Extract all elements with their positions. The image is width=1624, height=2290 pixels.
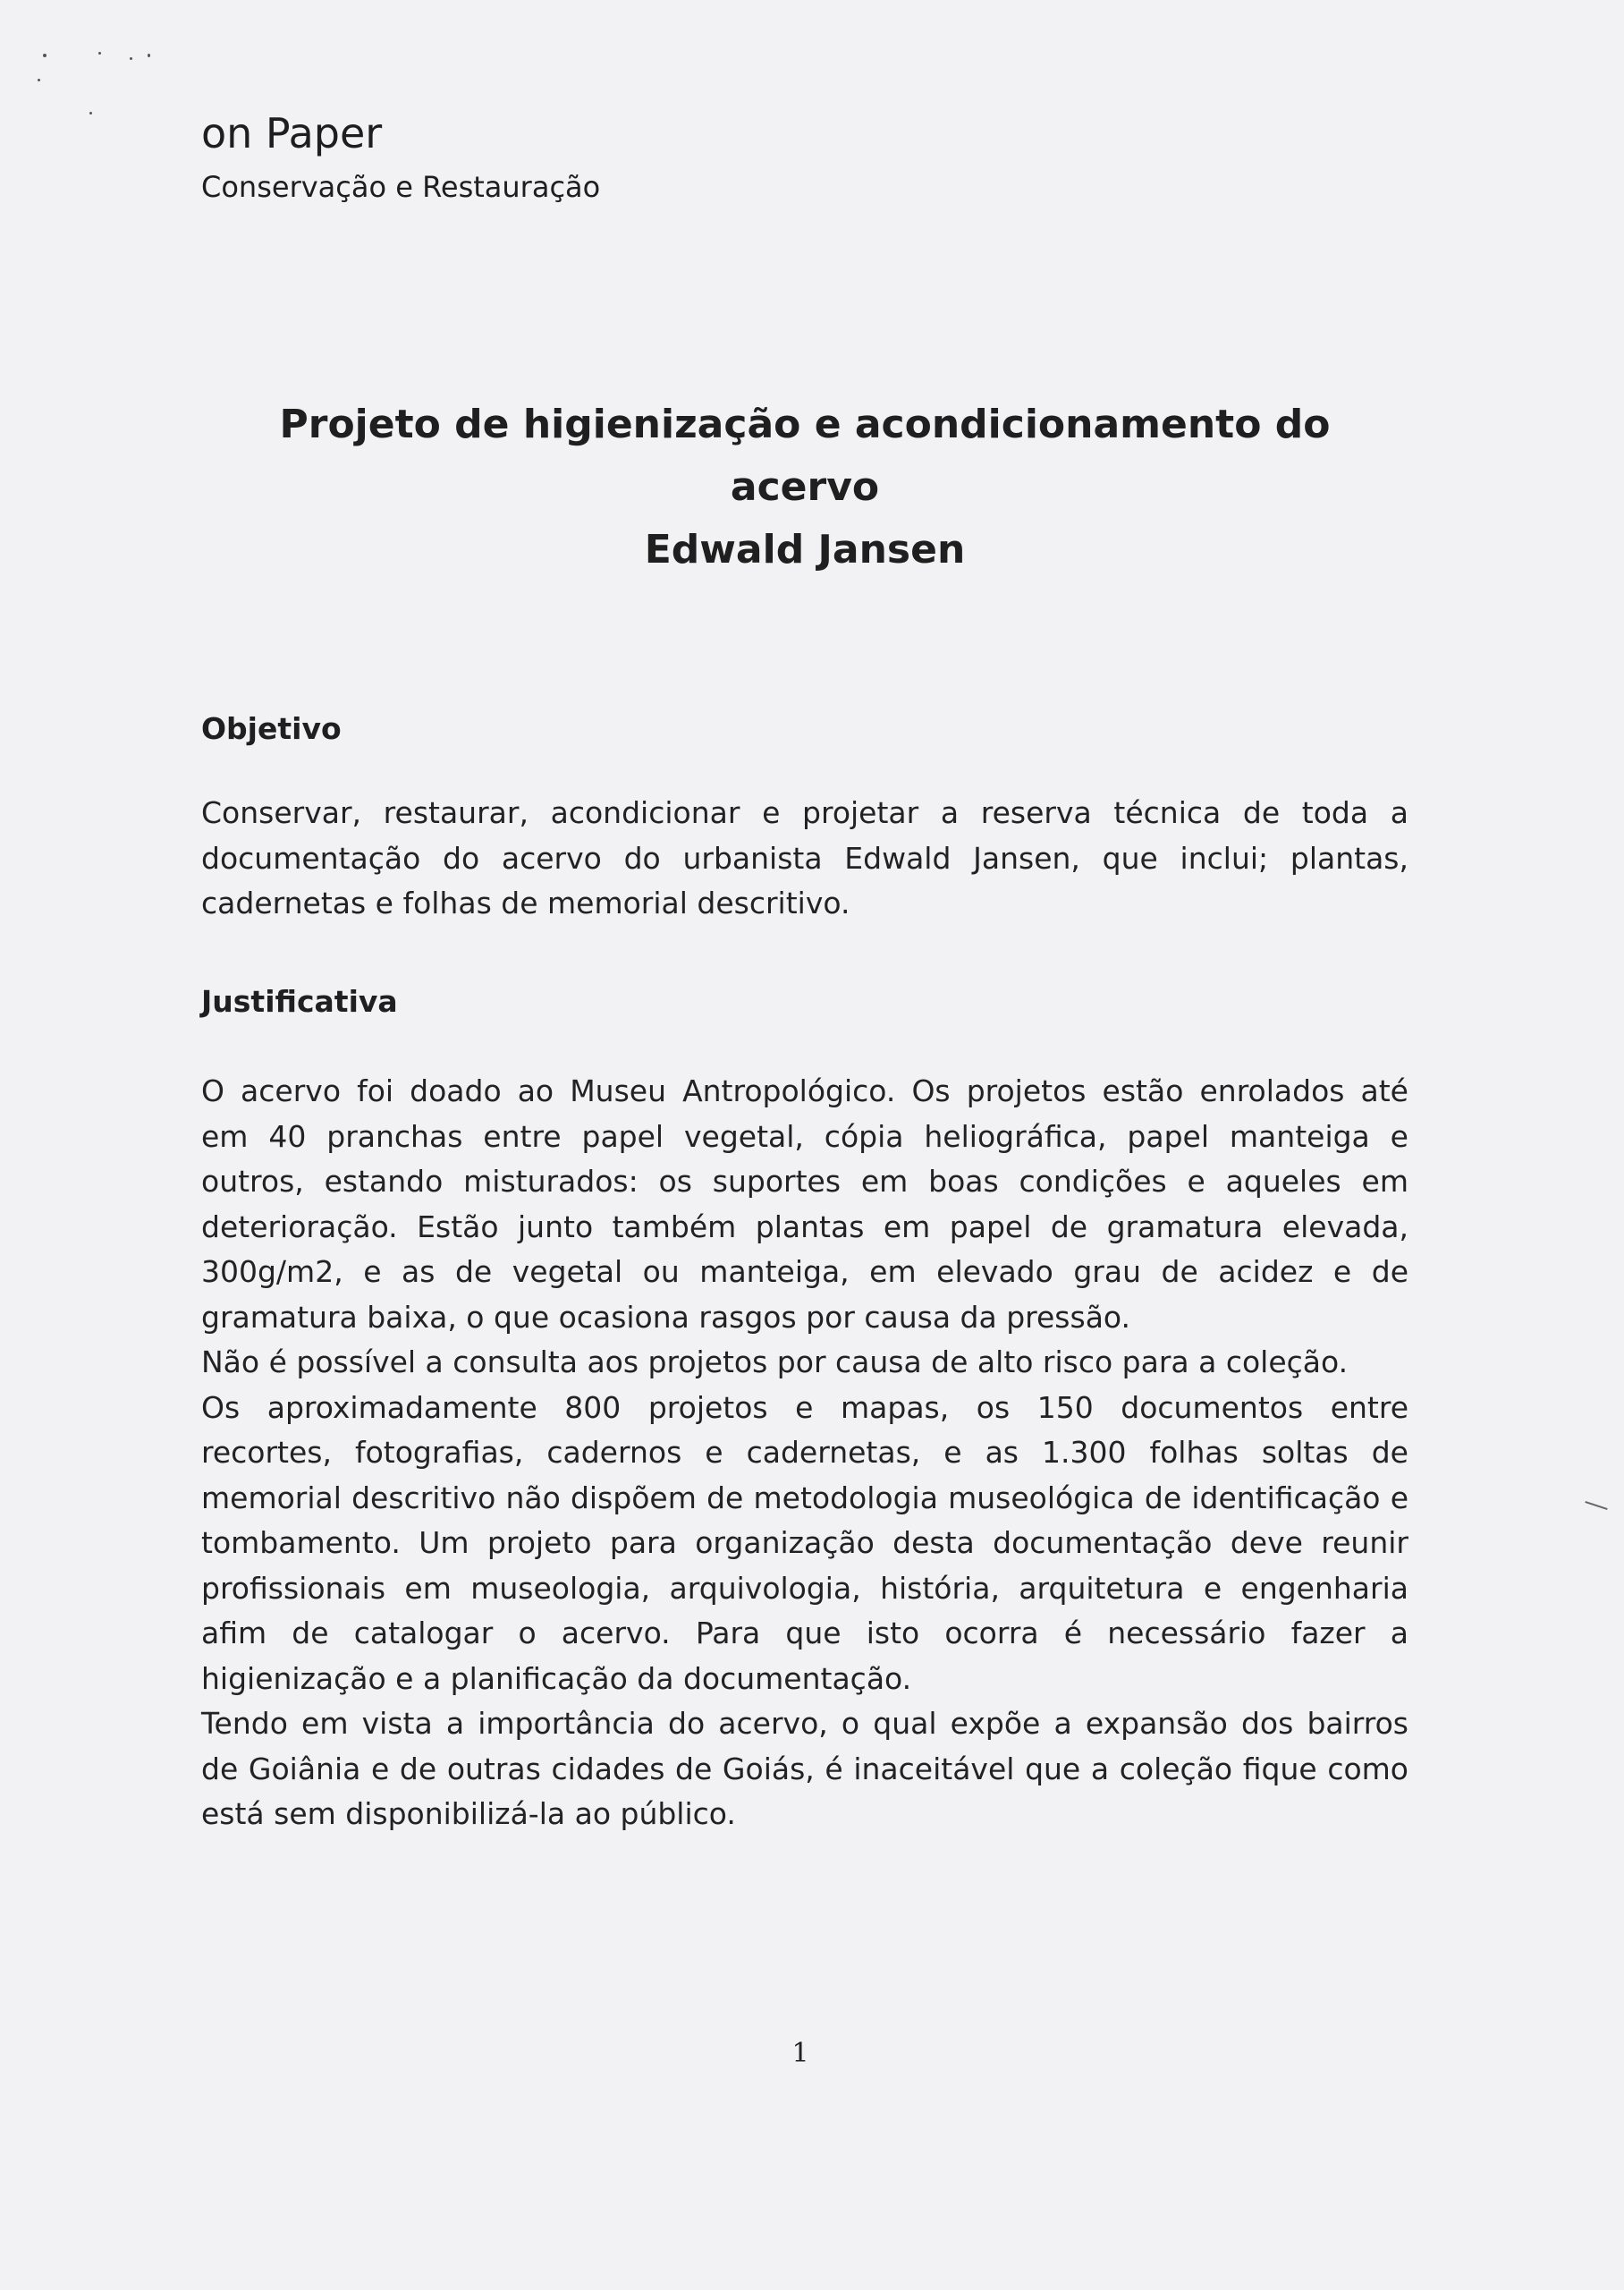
text-line: recortes, fotografias, cadernos e cadernetas, e as 1.300 folhas soltas de — [201, 1435, 1408, 1470]
page-number: 1 — [791, 2038, 809, 2069]
text-line: Tendo em vista a importância do acervo, o qual expõe a expansão dos bairros — [201, 1706, 1408, 1741]
justificativa-paragraph — [201, 1069, 1408, 1837]
scan-speck — [38, 79, 40, 81]
objetivo-heading: Objetivo — [201, 711, 342, 746]
title-line: Projeto de higienização e acondicionamento do acervo — [279, 402, 1331, 510]
text-line: cadernetas e folhas de memorial descritivo. — [201, 886, 850, 920]
margin-mark — [1585, 1501, 1607, 1510]
text-line: em 40 pranchas entre papel vegetal, cópia heliográfica, papel manteiga e — [201, 1118, 1408, 1154]
title-line: Edwald Jansen — [644, 527, 966, 572]
text-line: profissionais em museologia, arquivologia, história, arquitetura e engenharia — [201, 1570, 1408, 1606]
text-line: memorial descritivo não dispõem de metodologia museológica de identificação e — [201, 1480, 1408, 1515]
scan-speck — [43, 54, 47, 57]
text-line: 300g/m2, e as de vegetal ou manteiga, em elevado grau de acidez e de — [201, 1254, 1408, 1289]
text-line: Os aproximadamente 800 projetos e mapas, os 150 documentos entre — [201, 1389, 1408, 1425]
scan-speck — [89, 112, 92, 114]
brand-name: on Paper — [201, 109, 383, 157]
text-line: tombamento. Um projeto para organização desta documentação deve reunir — [201, 1525, 1408, 1560]
text-line: higienização e a planificação da documentação. — [201, 1660, 912, 1696]
brand-subtitle: Conservação e Restauração — [201, 170, 601, 204]
text-line: O acervo foi doado ao Museu Antropológico. Os projetos estão enrolados até — [201, 1073, 1408, 1108]
scan-speck — [130, 57, 132, 60]
document-title — [201, 394, 1408, 581]
text-line: deterioração. Estão junto também plantas em papel de gramatura elevada, — [201, 1209, 1408, 1244]
text-line: Conservar, restaurar, acondicionar e projetar a reserva técnica de toda a — [201, 795, 1408, 830]
justificativa-heading: Justificativa — [201, 984, 398, 1019]
scan-speck — [148, 54, 150, 57]
text-line: gramatura baixa, o que ocasiona rasgos por causa da pressão. — [201, 1299, 1131, 1335]
scan-speck — [98, 52, 101, 55]
objetivo-paragraph — [201, 791, 1408, 927]
text-line: outros, estando misturados: os suportes em boas condições e aqueles em — [201, 1164, 1408, 1199]
text-line: afim de catalogar o acervo. Para que isto ocorra é necessário fazer a — [201, 1616, 1408, 1650]
text-line: documentação do acervo do urbanista Edwald Jansen, que inclui; plantas, — [201, 840, 1408, 876]
text-line: está sem disponibilizá-la ao público. — [201, 1796, 736, 1831]
text-line: de Goiânia e de outras cidades de Goiás, é inaceitável que a coleção fique como — [201, 1751, 1408, 1786]
text-line: Não é possível a consulta aos projetos por causa de alto risco para a coleção. — [201, 1344, 1349, 1379]
